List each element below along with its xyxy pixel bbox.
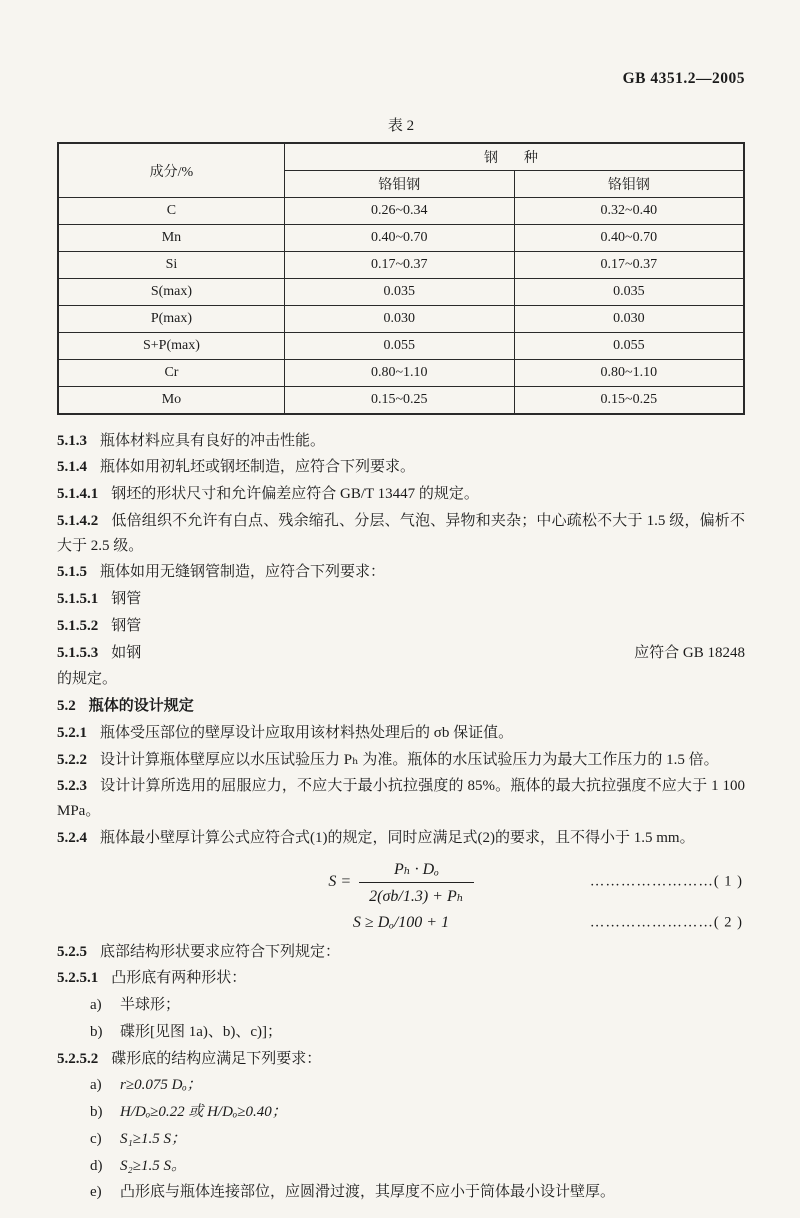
component-cell: Mn	[58, 225, 284, 252]
value-cell: 0.035	[284, 279, 514, 306]
clause-5-2-5-1	[57, 966, 745, 991]
clause-number: 5.1.4.2	[57, 512, 99, 529]
list-item-b	[57, 1100, 745, 1125]
fraction-numerator: Pₕ · Dₒ	[359, 859, 473, 883]
clause-text: 凸形底有两种形状：	[111, 970, 247, 987]
value-cell: 0.40~0.70	[284, 225, 514, 252]
component-cell: Cr	[58, 360, 284, 387]
clause-text: 钢坯的形状尺寸和允许偏差应符合 GB/T 13447 的规定。	[111, 486, 479, 502]
standard-number: GB 4351.2—2005	[622, 70, 745, 87]
value-cell: 0.80~1.10	[514, 360, 744, 387]
list-item-b	[57, 1020, 745, 1045]
clause-5-1-5-3	[57, 641, 745, 666]
table-row	[58, 387, 744, 414]
formula-block	[57, 859, 745, 932]
clause-text: 瓶体如用初轧坯或钢坯制造，应符合下列要求。	[100, 459, 416, 476]
corner-header: 成分/%	[58, 143, 284, 198]
clause-text: 瓶体如用无缝钢管制造，应符合下列要求：	[100, 564, 386, 581]
value-cell: 0.17~0.37	[514, 252, 744, 279]
clause-5-2-1	[57, 721, 745, 746]
clause-number: 5.2.1	[57, 724, 87, 741]
list-item-e	[57, 1180, 745, 1205]
clause-text: 瓶体受压部位的壁厚设计应取用该材料热处理后的 σb 保证值。	[100, 724, 514, 741]
item-marker: b)	[90, 1104, 103, 1120]
value-cell: 0.17~0.37	[284, 252, 514, 279]
table-row	[58, 333, 744, 360]
item-text: r≥0.075 Dₒ；	[120, 1077, 202, 1094]
column-header: 铬钼钢	[514, 171, 744, 198]
table-row	[58, 306, 744, 333]
item-text: 碟形[见图 1a)、b)、c)]；	[120, 1023, 283, 1040]
list-item-d	[57, 1154, 745, 1179]
component-cell: Si	[58, 252, 284, 279]
formula-2-number: ……………………( 2 )	[589, 914, 743, 930]
clause-5-2-5-2	[57, 1047, 745, 1072]
item-marker: b)	[90, 1023, 103, 1040]
clause-number: 5.2	[57, 698, 76, 714]
item-text: 半球形；	[120, 997, 181, 1013]
clause-number: 5.1.5	[57, 564, 87, 581]
value-cell: 0.32~0.40	[514, 198, 744, 225]
clause-text: 的规定。	[57, 671, 118, 688]
clause-5-1-3	[57, 429, 745, 454]
clause-text: 低倍组织不允许有白点、残余缩孔、分层、气泡、异物和夹杂；中心疏松不大于 1.5 级，偏析不大于 2.5 级。	[57, 512, 745, 554]
value-cell: 0.055	[514, 333, 744, 360]
clause-number: 5.1.5.2	[57, 617, 99, 634]
value-cell: 0.26~0.34	[284, 198, 514, 225]
clause-left	[57, 641, 141, 666]
list-item-a	[57, 993, 745, 1018]
clause-text: 碟形底的结构应满足下列要求：	[111, 1050, 322, 1067]
component-cell: S(max)	[58, 279, 284, 306]
clause-number: 5.2.5	[57, 943, 87, 960]
item-text: S₁≥1.5 S；	[120, 1130, 186, 1147]
clause-number: 5.1.4	[57, 459, 87, 476]
clause-text: 钢管	[111, 617, 142, 634]
clause-right-text: 应符合 GB 18248	[634, 644, 745, 661]
list-item-a	[57, 1073, 745, 1098]
clause-text: 瓶体最小壁厚计算公式应符合式(1)的规定，同时应满足式(2)的要求，且不得小于 1.5 mm。	[100, 829, 695, 846]
clause-number: 5.2.3	[57, 778, 87, 795]
clause-number: 5.1.5.3	[57, 644, 99, 661]
clause-number: 5.1.4.1	[57, 486, 99, 502]
document-body	[57, 429, 745, 1206]
clause-text: 钢管	[111, 591, 142, 607]
item-text: 凸形底与瓶体连接部位，应圆滑过渡，其厚度不应小于筒体最小设计壁厚。	[120, 1184, 616, 1201]
item-marker: c)	[90, 1130, 102, 1147]
clause-text: 设计计算所选用的屈服应力，不应大于最小抗拉强度的 85%。瓶体的最大抗拉强度不应大于 1 100 MPa。	[57, 778, 745, 819]
clause-text: 底部结构形状要求应符合下列规定：	[100, 943, 341, 960]
clause-number: 5.2.5.1	[57, 970, 99, 987]
clause-5-1-4-1	[57, 482, 745, 507]
clause-number: 5.2.2	[57, 751, 87, 768]
table-row	[58, 252, 744, 279]
fraction	[359, 859, 473, 906]
table-row	[58, 360, 744, 387]
clause-5-1-4-2	[57, 509, 745, 559]
clause-number: 5.2.5.2	[57, 1050, 99, 1067]
formula-lhs: S =	[328, 873, 352, 890]
list-item-c	[57, 1127, 745, 1152]
table-row	[58, 279, 744, 306]
component-cell: P(max)	[58, 306, 284, 333]
component-cell: S+P(max)	[58, 333, 284, 360]
clause-5-1-5	[57, 560, 745, 585]
clause-5-2-2	[57, 748, 745, 773]
clause-5-2-3	[57, 774, 745, 824]
clause-5-2-4	[57, 826, 745, 851]
fraction-denominator: 2(σb/1.3) + Pₕ	[369, 887, 464, 905]
clause-text: 如钢	[111, 644, 142, 661]
value-cell: 0.80~1.10	[284, 360, 514, 387]
value-cell: 0.035	[514, 279, 744, 306]
column-header: 铬钼钢	[284, 171, 514, 198]
section-5-2-heading	[57, 694, 745, 719]
value-cell: 0.055	[284, 333, 514, 360]
value-cell: 0.15~0.25	[284, 387, 514, 414]
table-caption: 表 2	[387, 118, 415, 134]
clause-5-1-5-1	[57, 587, 745, 612]
component-cell: C	[58, 198, 284, 225]
item-marker: a)	[90, 1077, 102, 1094]
clause-text: 瓶体材料应具有良好的冲击性能。	[100, 432, 326, 449]
table-row	[58, 198, 744, 225]
value-cell: 0.40~0.70	[514, 225, 744, 252]
component-cell: Mo	[58, 387, 284, 414]
item-marker: e)	[90, 1184, 102, 1201]
clause-number: 5.1.5.1	[57, 591, 99, 607]
value-cell: 0.030	[514, 306, 744, 333]
clause-text: 设计计算瓶体壁厚应以水压试验压力 Pₕ 为准。瓶体的水压试验压力为最大工作压力的 1.5 倍。	[100, 751, 719, 768]
formula-1-expression	[328, 859, 473, 906]
steel-composition-table	[57, 142, 745, 415]
clause-5-1-5-3-continuation	[57, 667, 745, 692]
item-text: H/Dₒ≥0.22 或 H/Dₒ≥0.40；	[120, 1104, 287, 1120]
formula-2	[57, 914, 745, 932]
formula-1-number: ……………………( 1 )	[589, 873, 743, 890]
clause-5-2-5	[57, 940, 745, 965]
group-header: 钢 种	[284, 143, 744, 171]
table-header-row	[58, 143, 744, 171]
clause-number: 5.2.4	[57, 829, 87, 846]
formula-2-expression: S ≥ Dₒ/100 + 1	[352, 913, 450, 931]
table-row	[58, 225, 744, 252]
item-text: S₂≥1.5 S。	[120, 1157, 186, 1174]
value-cell: 0.030	[284, 306, 514, 333]
section-title: 瓶体的设计规定	[88, 698, 194, 714]
formula-1	[57, 859, 745, 906]
value-cell: 0.15~0.25	[514, 387, 744, 414]
clause-number: 5.1.3	[57, 432, 87, 449]
item-marker: d)	[90, 1157, 103, 1174]
clause-5-1-4	[57, 455, 745, 480]
item-marker: a)	[90, 997, 102, 1013]
clause-5-1-5-2	[57, 614, 745, 639]
